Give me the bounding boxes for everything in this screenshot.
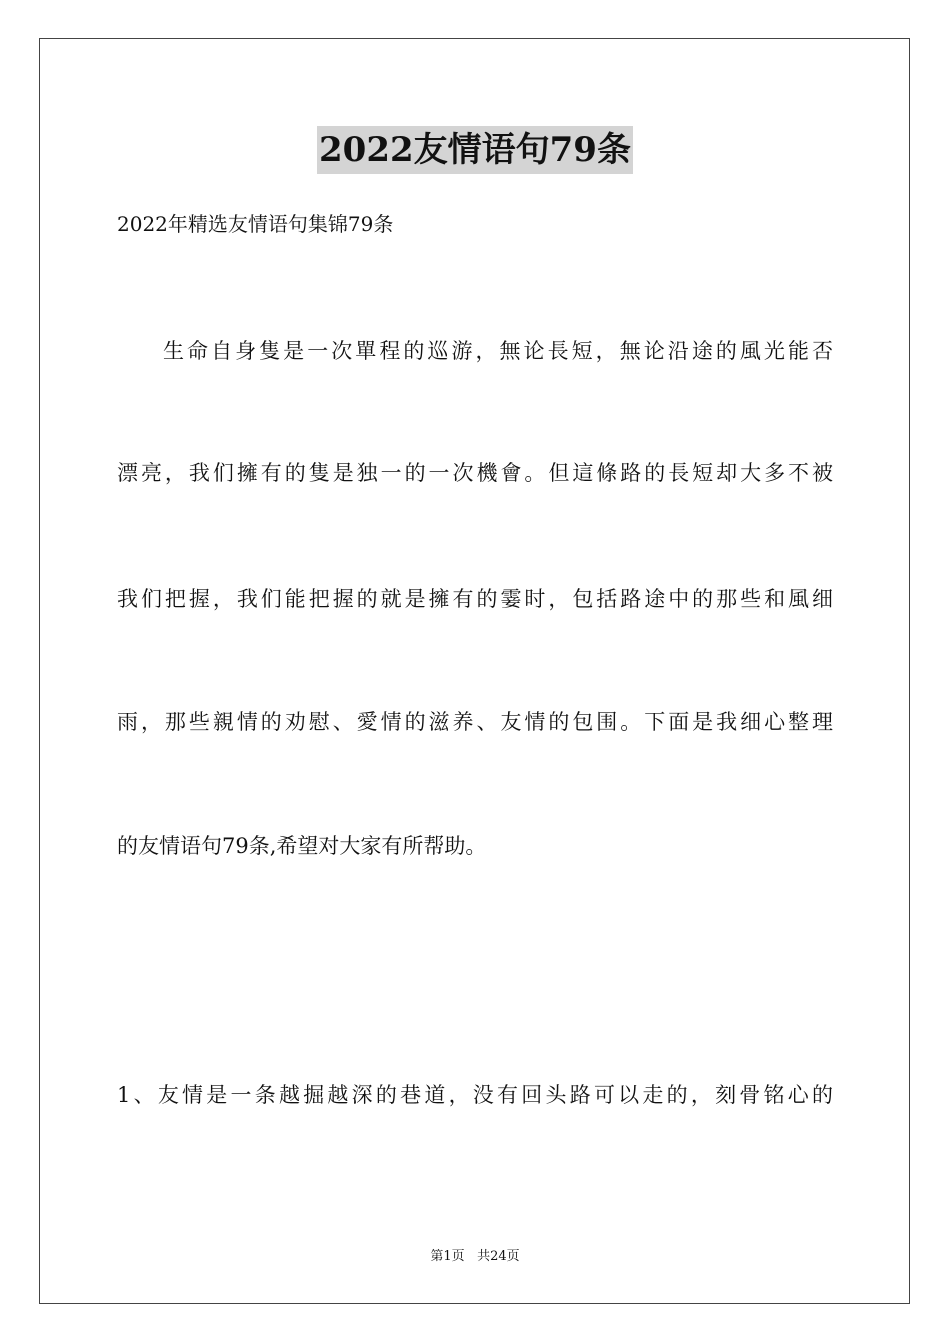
page-total: 共24页 <box>477 1249 520 1264</box>
page-footer <box>0 1248 950 1266</box>
intro-line-3: 我们把握，我们能把握的就是擁有的霎时，包括路途中的那些和風细 <box>117 587 833 611</box>
list-item-1: 1、友情是一条越掘越深的巷道，没有回头路可以走的，刻骨铭心的 <box>117 1083 833 1107</box>
intro-line-1: 生命自身隻是一次單程的巡游，無论長短，無论沿途的風光能否 <box>163 339 833 363</box>
intro-line-2: 漂亮，我们擁有的隻是独一的一次機會。但這條路的長短却大多不被 <box>117 461 833 485</box>
page-number: 第1页 <box>430 1249 465 1264</box>
intro-line-4: 雨，那些親情的劝慰、愛情的滋养、友情的包围。下面是我细心整理 <box>117 710 833 734</box>
intro-line-5: 的友情语句79条,希望对大家有所帮助。 <box>117 834 487 858</box>
title-container <box>0 126 950 174</box>
document-title: 2022友情语句79条 <box>317 126 633 174</box>
document-subtitle: 2022年精选友情语句集锦79条 <box>117 212 394 236</box>
